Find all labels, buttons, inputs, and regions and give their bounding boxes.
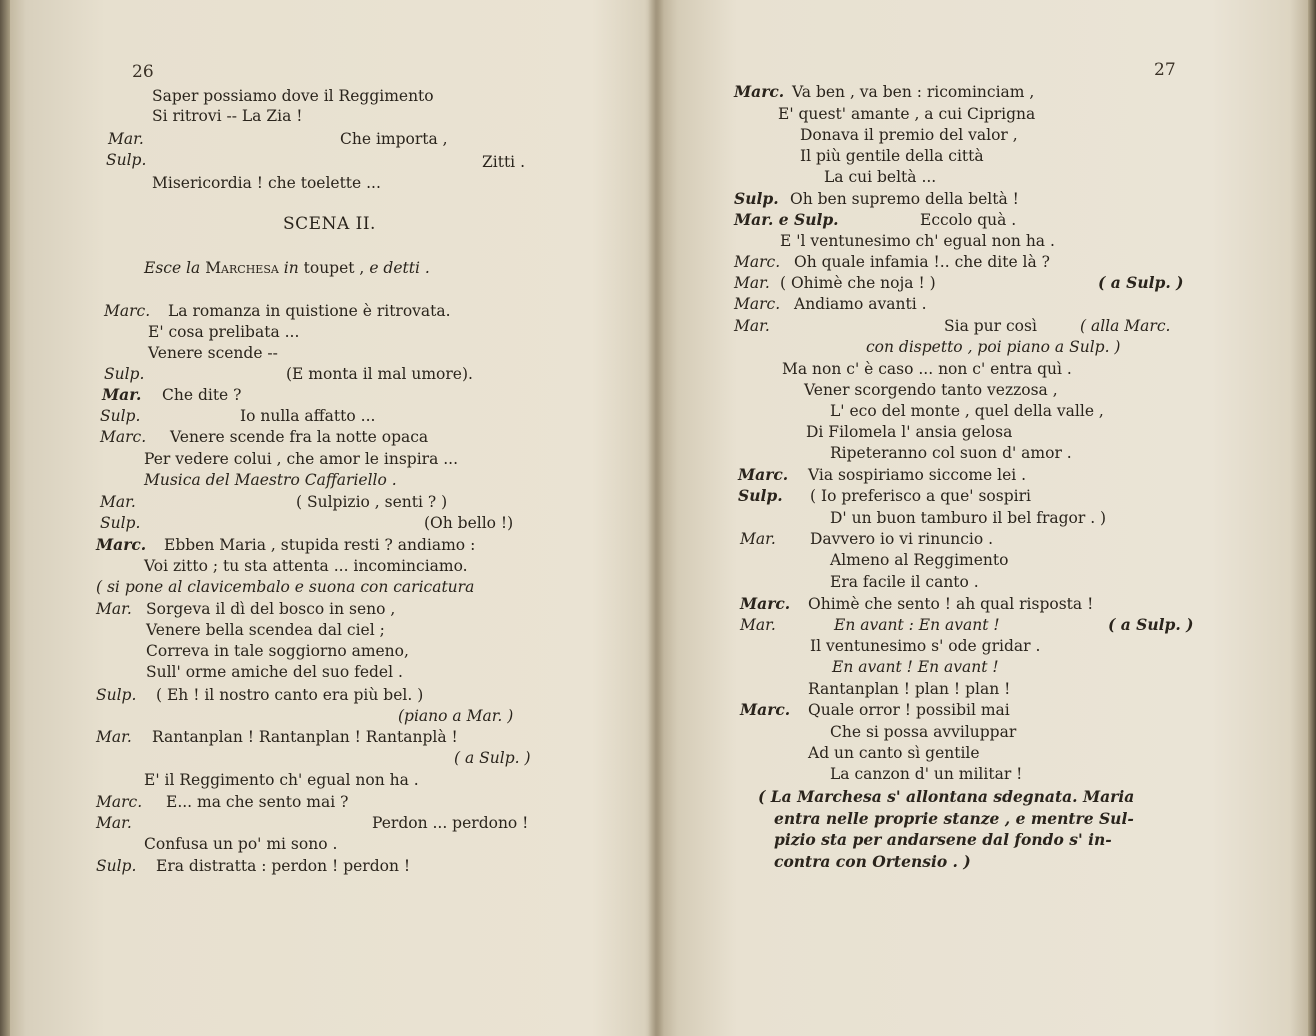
stage-direction: pizio sta per andarsene dal fondo s' in-: [774, 830, 1112, 849]
verse-line: La romanza in quistione è ritrovata.: [168, 302, 451, 320]
verse-line: Misericordia ! che toelette ...: [152, 174, 381, 192]
speaker-label: Mar.: [740, 616, 776, 634]
verse-line: ( Eh ! il nostro canto era più bel. ): [156, 686, 424, 704]
verse-line: ( Ohimè che noja ! ): [780, 274, 936, 292]
speaker-label: Marc.: [734, 253, 781, 271]
verse-line: Quale orror ! possibil mai: [808, 701, 1010, 719]
stage-direction: entra nelle proprie stanze , e mentre Sul-: [774, 809, 1134, 828]
verse-line: Che si possa avviluppar: [830, 723, 1017, 741]
speaker-label: Mar. e Sulp.: [734, 210, 839, 229]
speaker-label: Mar.: [734, 317, 770, 335]
verse-line: Voi zitto ; tu sta attenta ... incominciamo.: [144, 557, 468, 575]
verse-line: Per vedere colui , che amor le inspira ...: [144, 450, 459, 468]
verse-line: (E monta il mal umore).: [286, 365, 473, 383]
verse-line: Ad un canto sì gentile: [808, 744, 980, 762]
verse-line: Oh ben supremo della beltà !: [790, 190, 1019, 208]
verse-line: Donava il premio del valor ,: [800, 126, 1018, 144]
speaker-label: Sulp.: [100, 407, 141, 425]
stage-direction: ( alla Marc.: [1080, 317, 1171, 335]
stage-direction: contra con Ortensio . ): [774, 852, 971, 871]
speaker-label: Sulp.: [106, 151, 147, 169]
verse-line: Il più gentile della città: [800, 147, 984, 165]
speaker-label: Marc.: [100, 428, 147, 446]
verse-line: Era facile il canto .: [830, 573, 979, 591]
stage-direction: con dispetto , poi piano a Sulp. ): [866, 338, 1121, 356]
speaker-label: Mar.: [102, 385, 142, 404]
verse-line: En avant ! En avant !: [832, 658, 999, 676]
speaker-label: Mar.: [100, 493, 136, 511]
stage-direction: Esce la Marchesa in toupet , e detti .: [144, 259, 430, 277]
verse-line: Andiamo avanti .: [794, 295, 927, 313]
stage-direction: Musica del Maestro Caffariello .: [144, 471, 397, 489]
verse-line: Venere scende --: [148, 344, 278, 362]
stage-direction: ( si pone al clavicembalo e suona con caricatura: [96, 578, 475, 596]
verse-line: Di Filomela l' ansia gelosa: [806, 423, 1013, 441]
left-page: [0, 0, 650, 1036]
verse-line: Va ben , va ben : ricominciam ,: [792, 83, 1035, 101]
verse-line: Ripeteranno col suon d' amor .: [830, 444, 1072, 462]
speaker-label: Marc.: [734, 82, 785, 101]
verse-line: Io nulla affatto ...: [240, 407, 376, 425]
verse-line: Via sospiriamo siccome lei .: [808, 466, 1027, 484]
verse-line: Oh quale infamia !.. che dite là ?: [794, 253, 1050, 271]
verse-line: Sull' orme amiche del suo fedel .: [146, 663, 403, 681]
speaker-label: Marc.: [738, 465, 789, 484]
speaker-label: Marc.: [740, 700, 791, 719]
verse-line: Ohimè che sento ! ah qual risposta !: [808, 595, 1094, 613]
speaker-label: Sulp.: [734, 189, 779, 208]
verse-line: Zitti .: [482, 153, 525, 171]
speaker-label: Mar.: [96, 728, 132, 746]
speaker-label: Marc.: [96, 535, 147, 554]
page-number: 27: [1154, 60, 1176, 80]
verse-line: Correva in tale soggiorno ameno,: [146, 642, 409, 660]
page-number: 26: [132, 62, 154, 82]
verse-line: Ma non c' è caso ... non c' entra quì .: [782, 360, 1072, 378]
verse-line: Sorgeva il dì del bosco in seno ,: [146, 600, 396, 618]
speaker-label: Sulp.: [100, 514, 141, 532]
speaker-label: Mar.: [96, 814, 132, 832]
verse-line: Che importa ,: [340, 130, 448, 148]
verse-line: En avant : En avant !: [834, 616, 1000, 634]
stage-direction: ( a Sulp. ): [1098, 273, 1184, 292]
verse-line: Era distratta : perdon ! perdon !: [156, 857, 411, 875]
stage-direction: ( a Sulp. ): [454, 749, 531, 767]
verse-line: Davvero io vi rinuncio .: [810, 530, 994, 548]
stage-direction: ( La Marchesa s' allontana sdegnata. Maria: [758, 787, 1135, 806]
verse-line: La cui beltà ...: [824, 168, 937, 186]
verse-line: Il ventunesimo s' ode gridar .: [810, 637, 1041, 655]
speaker-label: Marc.: [740, 594, 791, 613]
verse-line: L' eco del monte , quel della valle ,: [830, 402, 1104, 420]
verse-line: Perdon ... perdono !: [372, 814, 529, 832]
verse-line: Ebben Maria , stupida resti ? andiamo :: [164, 536, 476, 554]
speaker-label: Sulp.: [104, 365, 145, 383]
speaker-label: Mar.: [96, 600, 132, 618]
speaker-label: Marc.: [104, 302, 151, 320]
verse-line: Sia pur così: [944, 317, 1037, 335]
scene-heading: SCENA II.: [283, 214, 376, 234]
verse-line: ( Sulpizio , senti ? ): [296, 493, 448, 511]
verse-line: Vener scorgendo tanto vezzosa ,: [804, 381, 1058, 399]
speaker-label: Sulp.: [96, 686, 137, 704]
verse-line: Eccolo quà .: [920, 211, 1017, 229]
verse-line: ( Io preferisco a que' sospiri: [810, 487, 1031, 505]
speaker-label: Marc.: [96, 793, 143, 811]
verse-line: Confusa un po' mi sono .: [144, 835, 338, 853]
verse-line: Venere bella scendea dal ciel ;: [146, 621, 385, 639]
verse-line: La canzon d' un militar !: [830, 765, 1023, 783]
verse-line: E... ma che sento mai ?: [166, 793, 349, 811]
speaker-label: Sulp.: [96, 857, 137, 875]
verse-line: E' cosa prelibata ...: [148, 323, 300, 341]
verse-line: (Oh bello !): [424, 514, 514, 532]
right-page: [662, 0, 1316, 1036]
verse-line: E 'l ventunesimo ch' egual non ha .: [780, 232, 1055, 250]
speaker-label: Marc.: [734, 295, 781, 313]
stage-direction: ( a Sulp. ): [1108, 615, 1194, 634]
verse-line: E' quest' amante , a cui Ciprigna: [778, 105, 1036, 123]
speaker-label: Sulp.: [738, 486, 783, 505]
verse-line: Si ritrovi -- La Zia !: [152, 107, 303, 125]
speaker-label: Mar.: [108, 130, 144, 148]
verse-line: Almeno al Reggimento: [830, 551, 1009, 569]
verse-line: Rantanplan ! Rantanplan ! Rantanplà !: [152, 728, 458, 746]
stage-direction: (piano a Mar. ): [398, 707, 514, 725]
verse-line: Saper possiamo dove il Reggimento: [152, 87, 434, 105]
verse-line: D' un buon tamburo il bel fragor . ): [830, 509, 1107, 527]
verse-line: E' il Reggimento ch' egual non ha .: [144, 771, 419, 789]
speaker-label: Mar.: [740, 530, 776, 548]
verse-line: Rantanplan ! plan ! plan !: [808, 680, 1011, 698]
verse-line: Che dite ?: [162, 386, 242, 404]
speaker-label: Mar.: [734, 274, 770, 292]
verse-line: Venere scende fra la notte opaca: [170, 428, 429, 446]
